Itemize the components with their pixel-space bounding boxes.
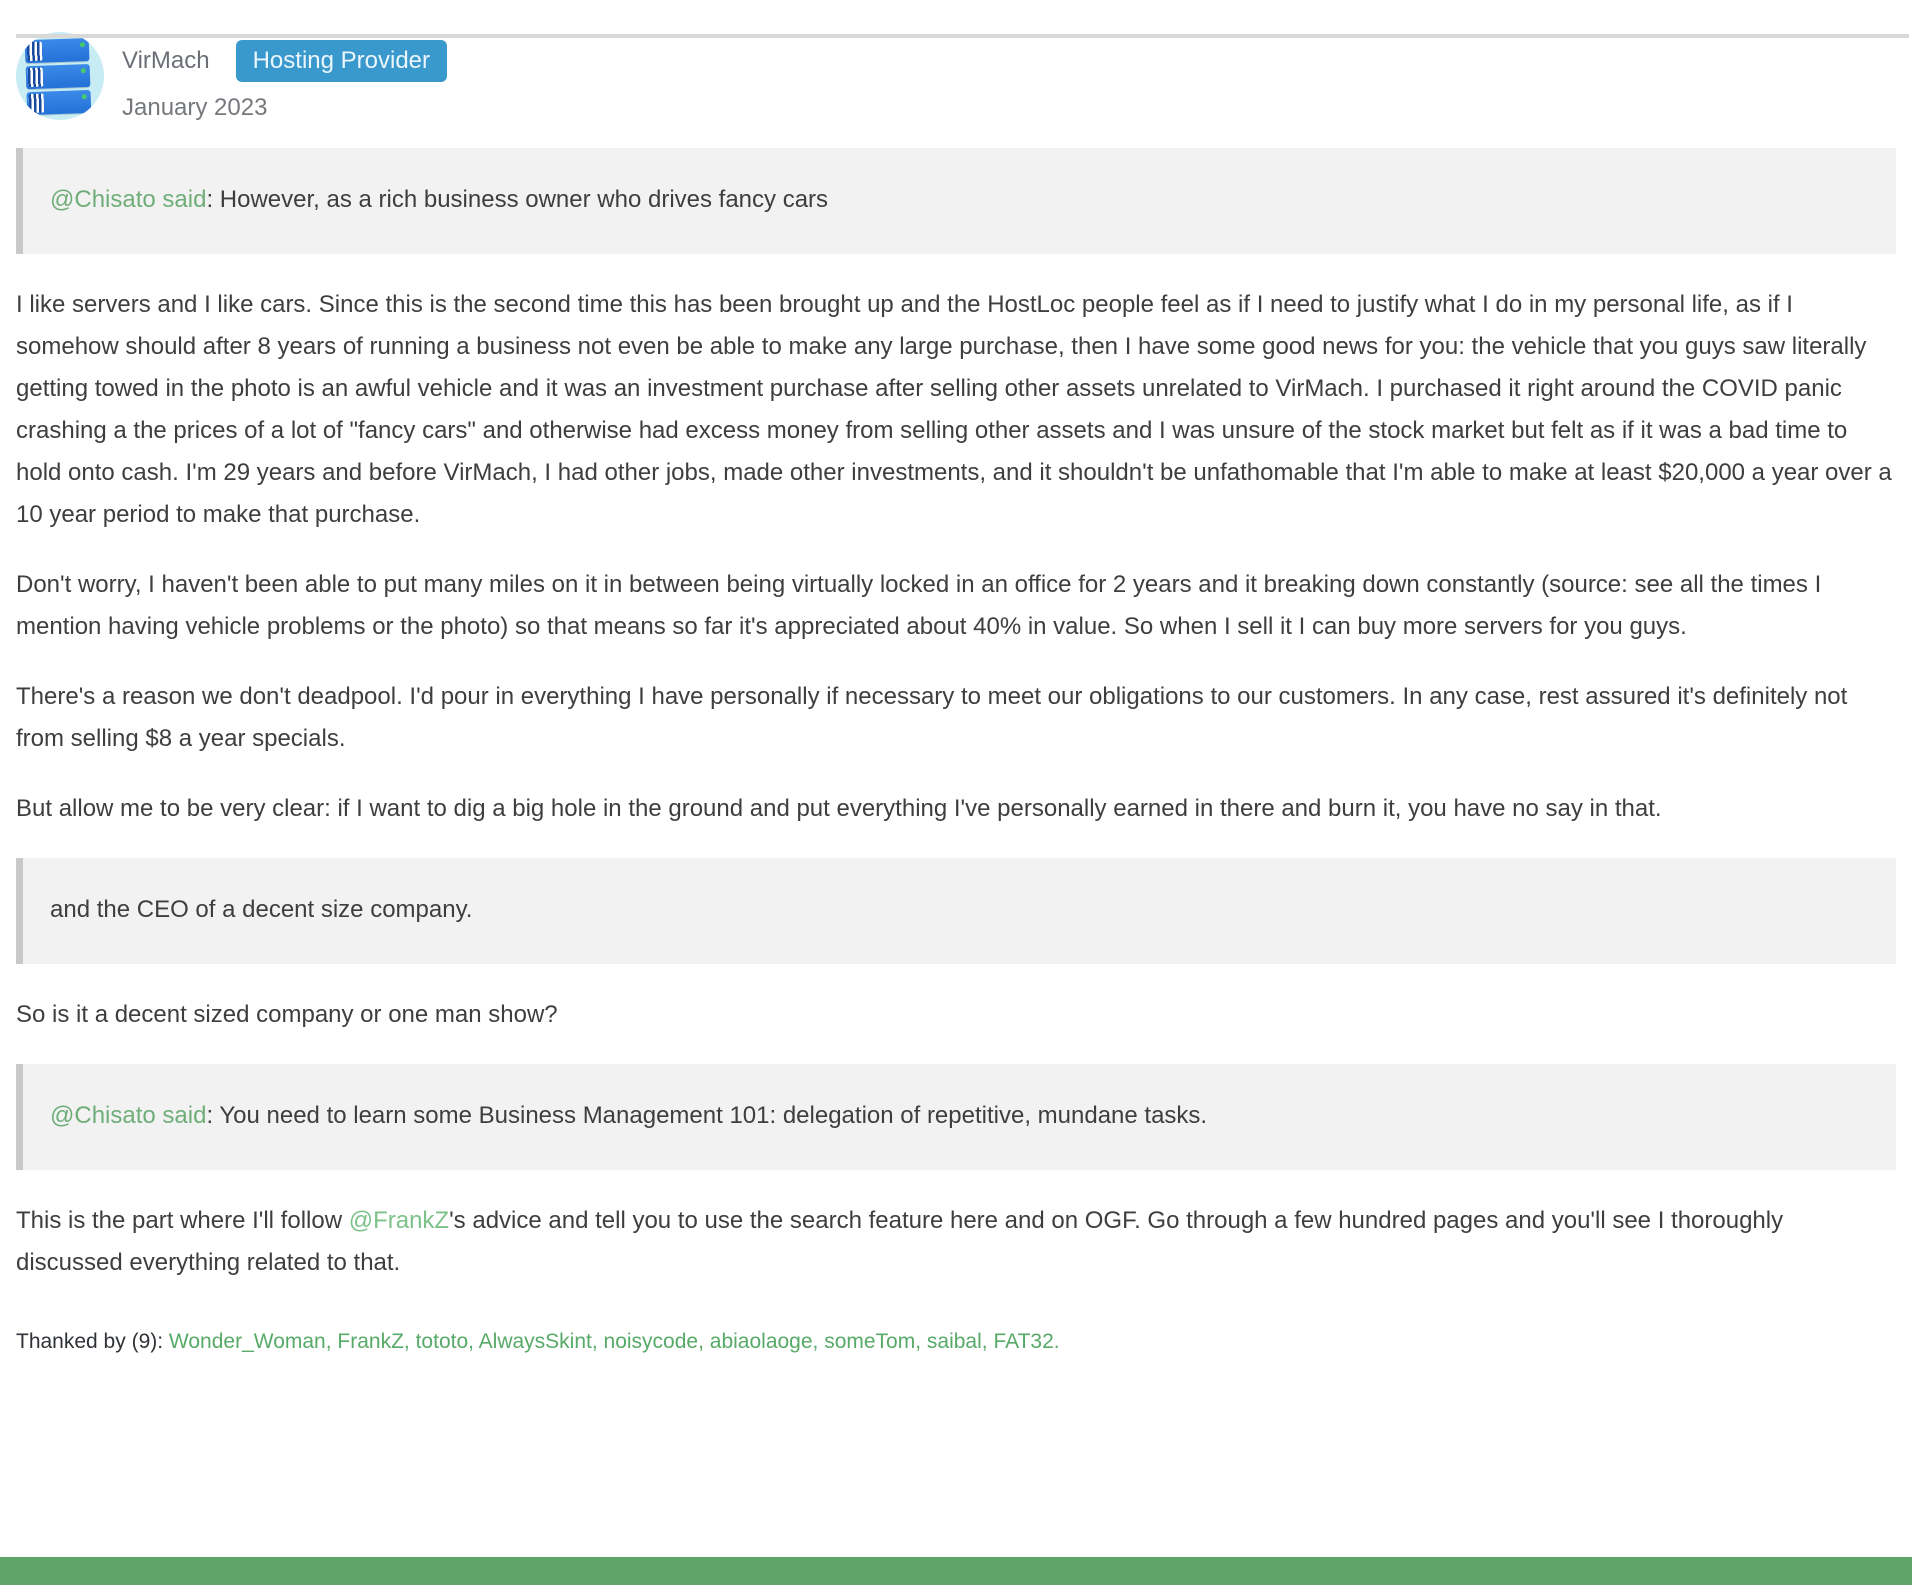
post-top-divider [16,34,1909,38]
thanked-user-link[interactable]: FAT32 [993,1330,1054,1353]
thanked-list-separator: . [1053,1330,1060,1353]
thanked-list-separator: , [325,1330,338,1353]
thanked-user-link[interactable]: FrankZ [337,1330,404,1353]
quote-block-2 [16,858,1896,964]
post-paragraph-4: But allow me to be very clear: if I want to dig a big hole in the ground and put everything I've personally earned in there and burn it, you have no say in that. [16,795,1662,822]
thanked-user-link[interactable]: AlwaysSkint [478,1330,592,1353]
thanked-users-list [169,1330,1060,1353]
thanked-user-link[interactable]: Wonder_Woman [168,1330,326,1353]
quote-2-text: and the CEO of a decent size company. [50,896,473,923]
user-avatar[interactable] [16,32,104,120]
thanked-user-link[interactable]: saibal [926,1330,982,1353]
thanked-list-separator: , [403,1330,416,1353]
quote-block-3 [16,1064,1896,1170]
quote-block-1 [16,148,1896,254]
forum-post [0,32,1912,1354]
author-username-link[interactable]: VirMach [122,47,210,74]
thanked-list-separator: , [812,1330,825,1353]
quote-1-text: : However, as a rich business owner who drives fancy cars [206,186,829,213]
reply-text-before: This is the part where I'll follow [16,1207,349,1234]
post-footer-bar [0,1557,1912,1585]
thanked-list-separator: , [915,1330,927,1353]
thanked-list-separator: , [591,1330,604,1353]
post-paragraph-5 [16,1200,1896,1284]
thanked-user-link[interactable]: tototo [415,1330,469,1353]
thanked-list-separator: , [698,1330,710,1353]
thanked-user-link[interactable]: someTom [824,1330,916,1353]
quote-3-text: : You need to learn some Business Management 101: delegation of repetitive, mundane tasks. [206,1102,1208,1129]
post-question: So is it a decent sized company or one man show? [16,1001,558,1028]
post-header [16,32,1896,122]
server-stack-icon [25,34,92,117]
thanked-list-separator: , [981,1330,994,1353]
mention-frankz-link[interactable]: @FrankZ [348,1207,450,1234]
mention-chisato-link[interactable]: @Chisato said [50,186,207,213]
post-paragraph-2: Don't worry, I haven't been able to put many miles on it in between being virtually locked in an office for 2 years and it breaking down constantly (source: see all the times I mention having vehicle problems or the photo) so that means so far it's appreciated about 40% in value. So when I sell it I can buy more servers for you guys. [16,571,1822,640]
thanked-by-row [16,1330,1896,1354]
post-paragraph-1: I like servers and I like cars. Since this is the second time this has been brought up and the HostLoc people feel as if I need to justify what I do in my personal life, as if I somehow should after 8 years of running a business not even be able to make any large purchase, then I have some good news for you: the vehicle that you guys saw literally getting towed in the photo is an awful vehicle and it was an investment purchase after selling other assets unrelated to VirMach. I purchased it right around the COVID panic crashing a the prices of a lot of "fancy cars" and otherwise had excess money from selling other assets and I was unsure of the stock market but felt as if it was a bad time to hold onto cash. I'm 29 years and before VirMach, I had other jobs, made other investments, and it shouldn't be unfathomable that I'm able to make at least $20,000 a year over a 10 year period to make that purchase. [16,291,1892,528]
thanked-list-separator: , [468,1330,479,1353]
post-meta [122,32,447,122]
role-badge: Hosting Provider [236,40,447,82]
mention-chisato-link-2[interactable]: @Chisato said [50,1102,207,1129]
thanked-user-link[interactable]: abiaolaoge [709,1330,813,1353]
reply-text-after: 's advice and tell you to use the search feature here and on OGF. Go through a few hundred pages and you'll see I thoroughly discussed everything related to that. [16,1207,1784,1276]
thanked-user-link[interactable]: noisycode [603,1330,699,1353]
post-paragraph-3: There's a reason we don't deadpool. I'd pour in everything I have personally if necessary to meet our obligations to our customers. In any case, rest assured it's definitely not from selling $8 a year specials. [16,683,1848,752]
post-date-permalink[interactable]: January 2023 [122,94,268,121]
thanked-by-label: Thanked by (9): [16,1330,164,1353]
